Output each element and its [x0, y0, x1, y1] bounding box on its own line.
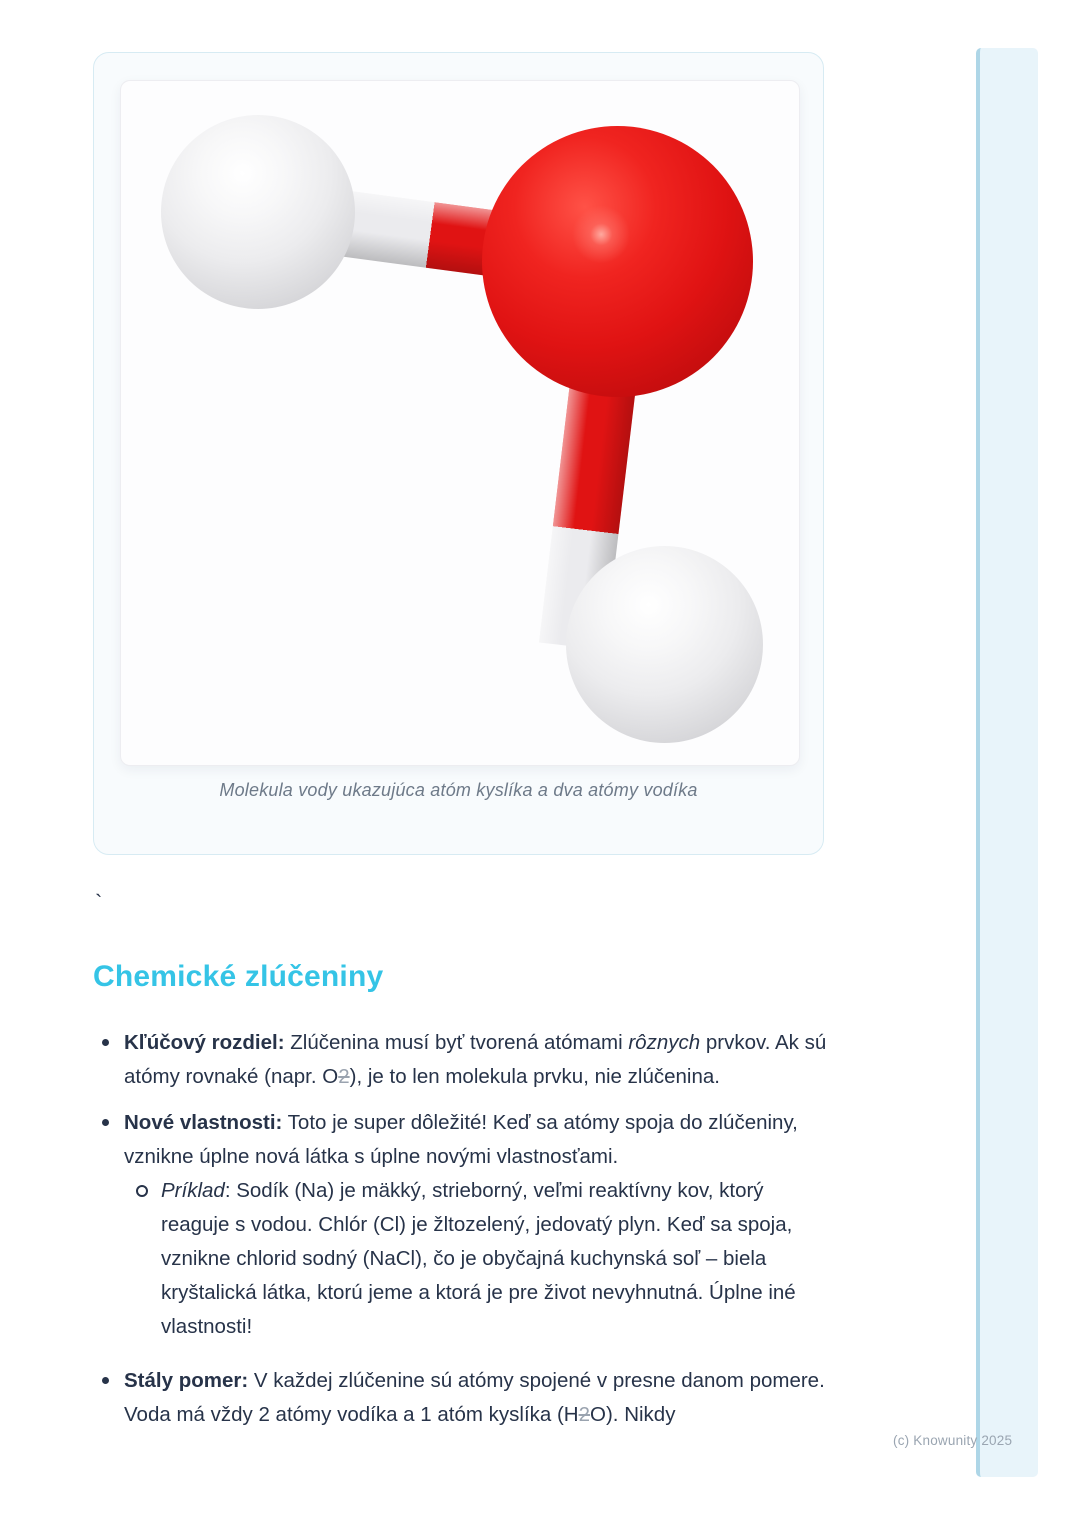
copyright-note: (c) Knowunity 2025: [893, 1433, 1013, 1448]
stray-backtick: `: [95, 890, 103, 915]
bullet-item: [93, 1026, 828, 1094]
bullet-text-segment: Príklad: [161, 1179, 225, 1202]
bullet-text-segment: Stály pomer:: [124, 1369, 249, 1392]
bullet-list: [93, 1026, 828, 1432]
bullet-text-segment: ), je to len molekula prvku, nie zlúčenina.: [349, 1065, 720, 1088]
bullet-text-segment: prvkov. Ak sú atómy rovnaké (napr. O: [124, 1031, 827, 1088]
bullet-text-segment: 2: [578, 1403, 591, 1426]
hydrogen-atom: [161, 115, 355, 309]
oxygen-atom: [482, 126, 753, 397]
right-highlight-strip: [976, 48, 1038, 1477]
section-title: Chemické zlúčeniny: [93, 960, 384, 993]
bullet-text-segment: Kľúčový rozdiel:: [124, 1031, 285, 1054]
bullet-text-segment: Nové vlastnosti:: [124, 1111, 283, 1134]
figure-caption: Molekula vody ukazujúca atóm kyslíka a dva atómy vodíka: [219, 780, 698, 800]
bullet-text-segment: : Sodík (Na) je mäkký, strieborný, veľmi reaktívny kov, ktorý reaguje s vodou. Chlór (Cl) je žltozelený, jedovatý plyn. Keď sa spoja, vznikne chlorid sodný (NaCl), čo je obyčajná kuchynská soľ – biela kryštalická látka, ktorú jeme a ktorá je pre život nevyhnutná. Úplne iné vlastnosti!: [161, 1179, 796, 1338]
sub-bullet-item: [130, 1174, 828, 1344]
bullet-text-segment: O). Nikdy: [590, 1403, 676, 1426]
molecule-figure-card: [93, 52, 824, 855]
bullet-text-segment: V každej zlúčenine sú atómy spojené v presne danom pomere. Voda má vždy 2 atómy vodíka a 1 atóm kyslíka (H: [124, 1369, 825, 1426]
bullet-item: [93, 1364, 828, 1432]
bullet-item: [93, 1106, 828, 1174]
hydrogen-atom: [566, 546, 763, 743]
bullet-text-segment: Zlúčenina musí byť tvorená atómami: [284, 1031, 629, 1054]
bullet-text-segment: 2: [338, 1065, 350, 1088]
water-molecule-image: [120, 80, 800, 766]
bullet-text-segment: Toto je super dôležité! Keď sa atómy spoja do zlúčeniny, vznikne úplne nová látka s úplne novými vlastnosťami.: [124, 1111, 798, 1168]
bullet-text-segment: rôznych: [628, 1031, 701, 1054]
